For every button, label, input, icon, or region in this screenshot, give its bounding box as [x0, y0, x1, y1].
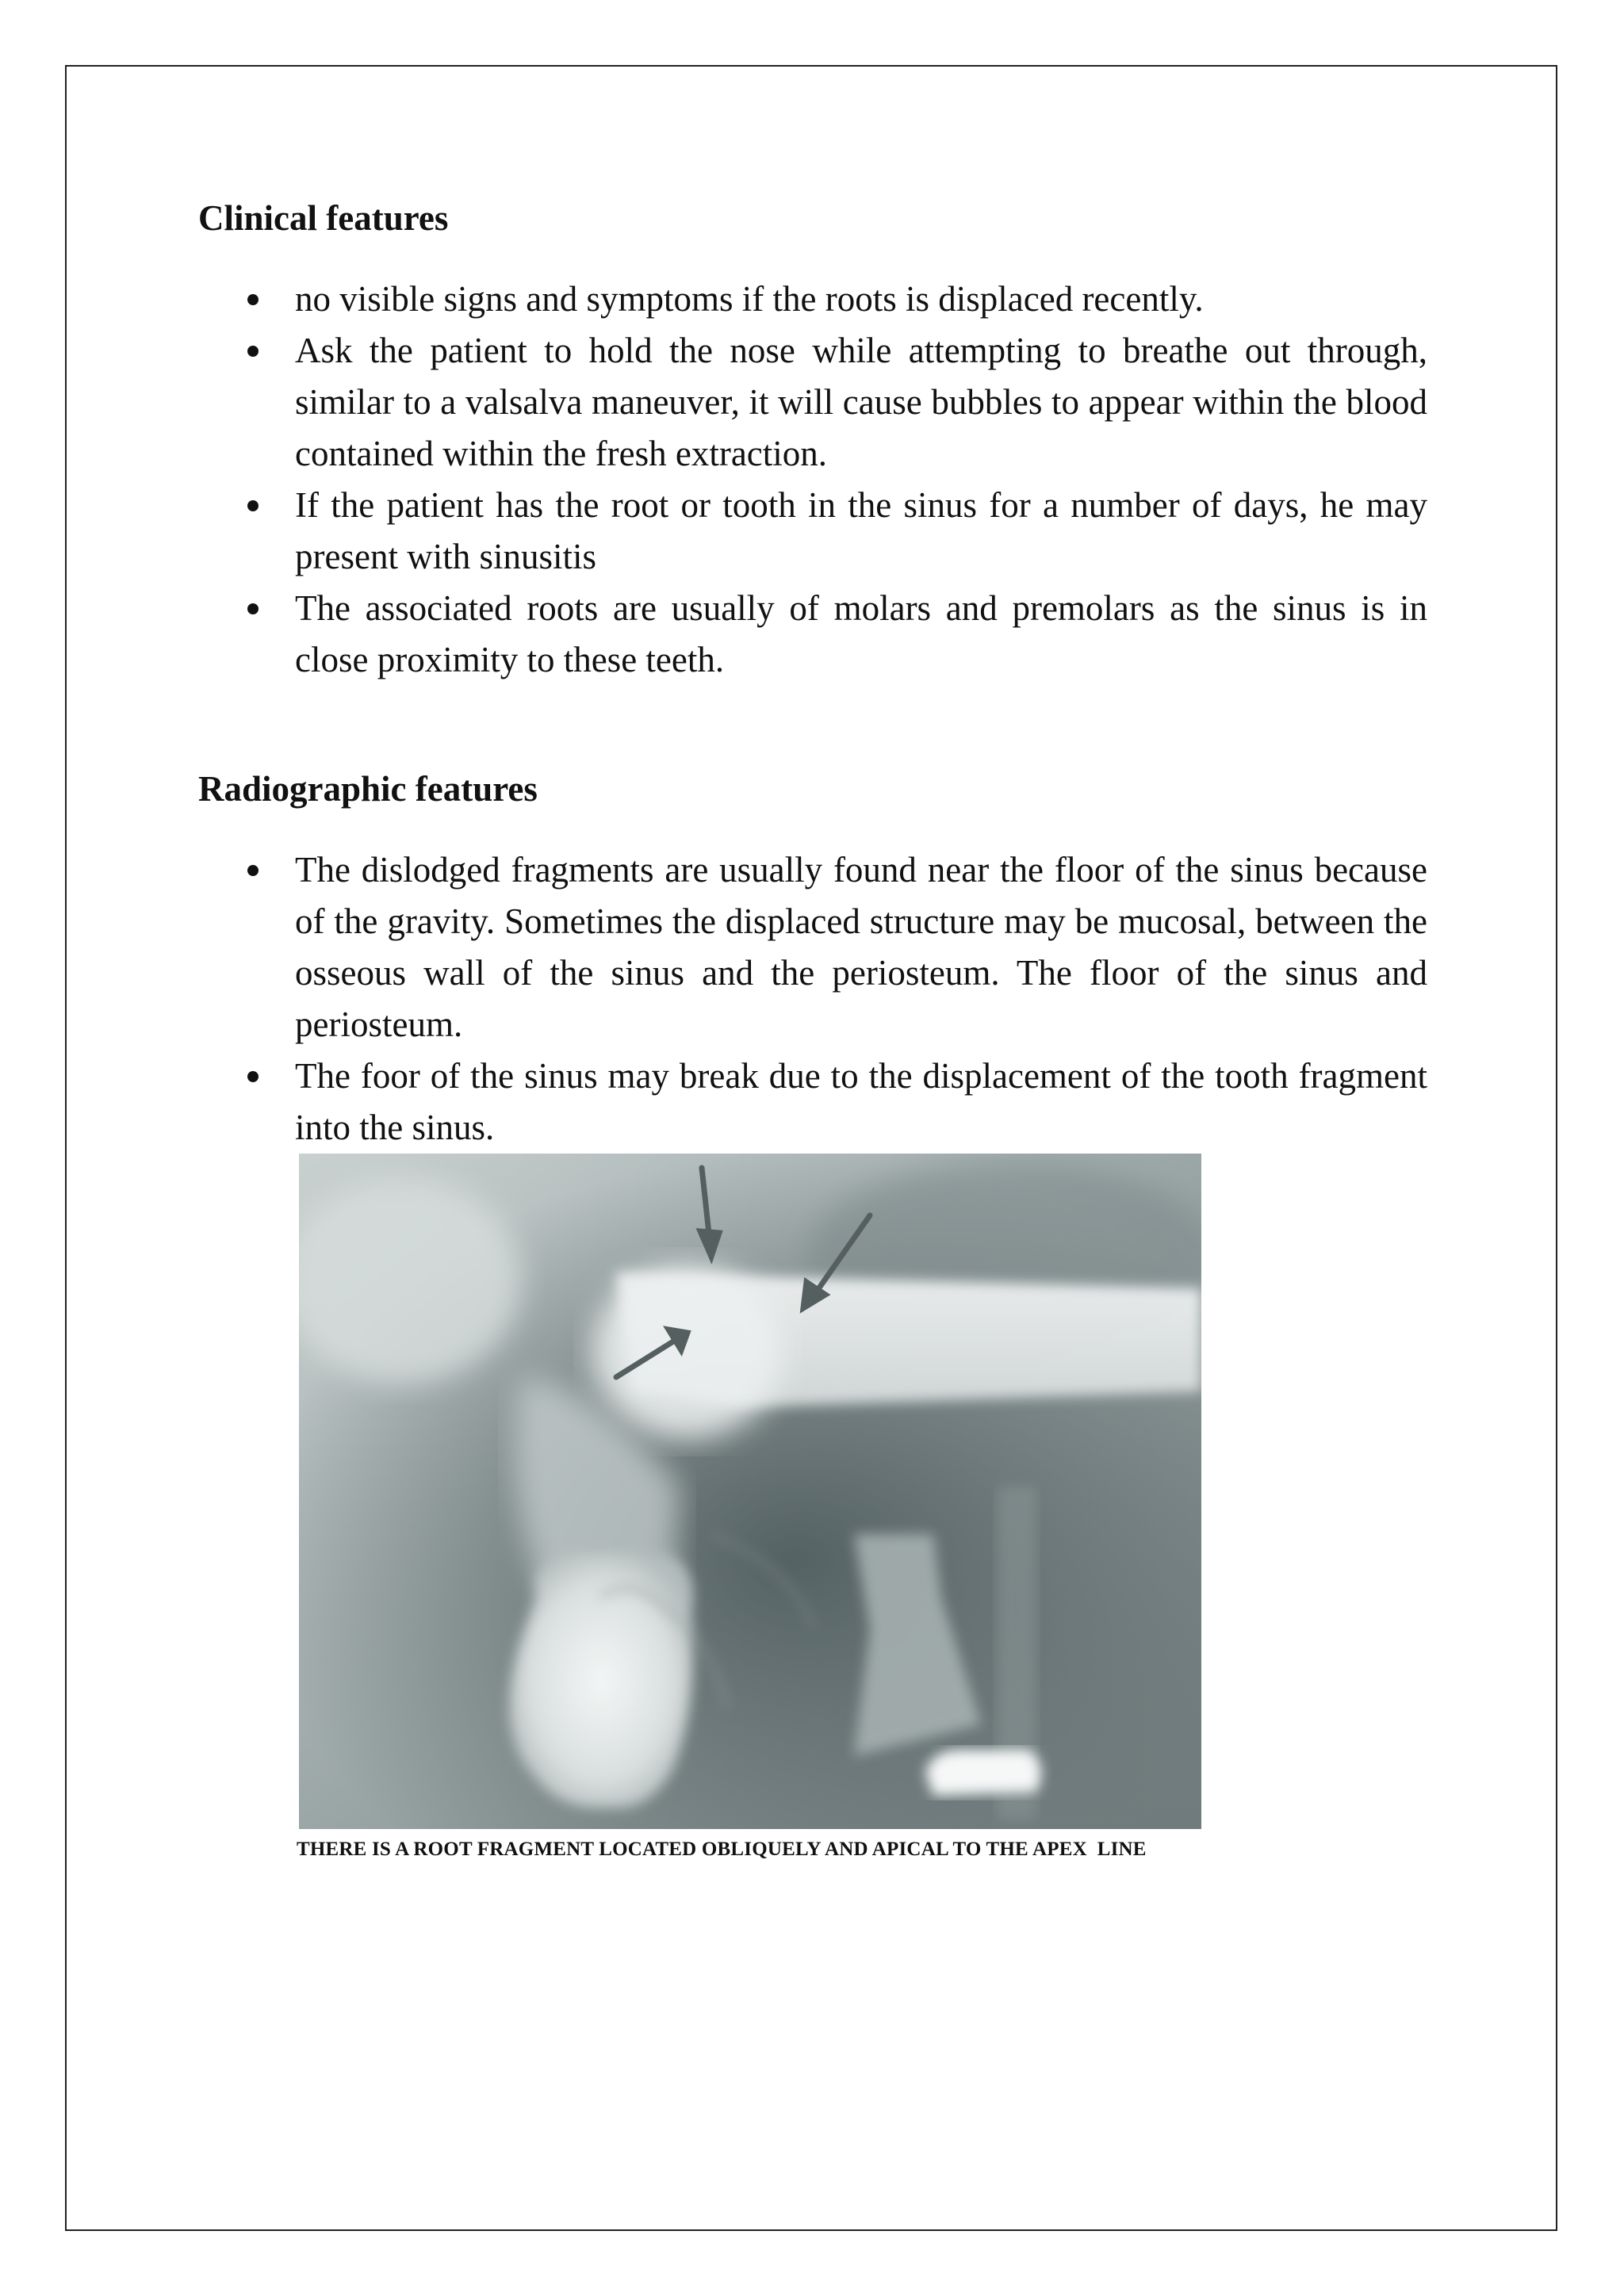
bullet-icon: [247, 346, 259, 357]
list-item-text: The associated roots are usually of molars and premolars as the sinus is in close proximity to these teeth.: [295, 588, 1427, 679]
list-item: [198, 583, 1427, 686]
radiographic-features-heading: Radiographic features: [198, 769, 538, 809]
list-item-text: If the patient has the root or tooth in the sinus for a number of days, he may present with sinusitis: [295, 485, 1427, 576]
bullet-icon: [247, 294, 259, 305]
bullet-icon: [247, 1071, 259, 1082]
list-item-text: no visible signs and symptoms if the roots is displaced recently.: [295, 279, 1204, 319]
list-item-text: Ask the patient to hold the nose while attempting to breathe out through, similar to a valsalva maneuver, it will cause bubbles to appear within the blood contained within the fresh extraction.: [295, 331, 1427, 473]
list-item: [198, 325, 1427, 480]
list-item-text: The dislodged fragments are usually found near the floor of the sinus because of the gravity. Sometimes the displaced structure may be mucosal, between the osseous wall of the sinus and the periosteum. The floor of the sinus and periosteum.: [295, 850, 1427, 1044]
list-item: [198, 274, 1427, 325]
radiograph-image: [299, 1154, 1201, 1829]
list-item-text: The foor of the sinus may break due to the displacement of the tooth fragment into the sinus.: [295, 1056, 1427, 1147]
list-item: [198, 1050, 1427, 1154]
list-item: [198, 844, 1427, 1050]
list-item: [198, 480, 1427, 583]
bullet-icon: [247, 500, 259, 511]
figure-caption: THERE IS A ROOT FRAGMENT LOCATED OBLIQUELY AND APICAL TO THE APEX LINE: [297, 1839, 1147, 1860]
clinical-features-list: [198, 274, 1427, 686]
radiographic-features-list: [198, 844, 1427, 1154]
clinical-features-heading: Clinical features: [198, 198, 449, 238]
bullet-icon: [247, 603, 259, 614]
bullet-icon: [247, 865, 259, 876]
